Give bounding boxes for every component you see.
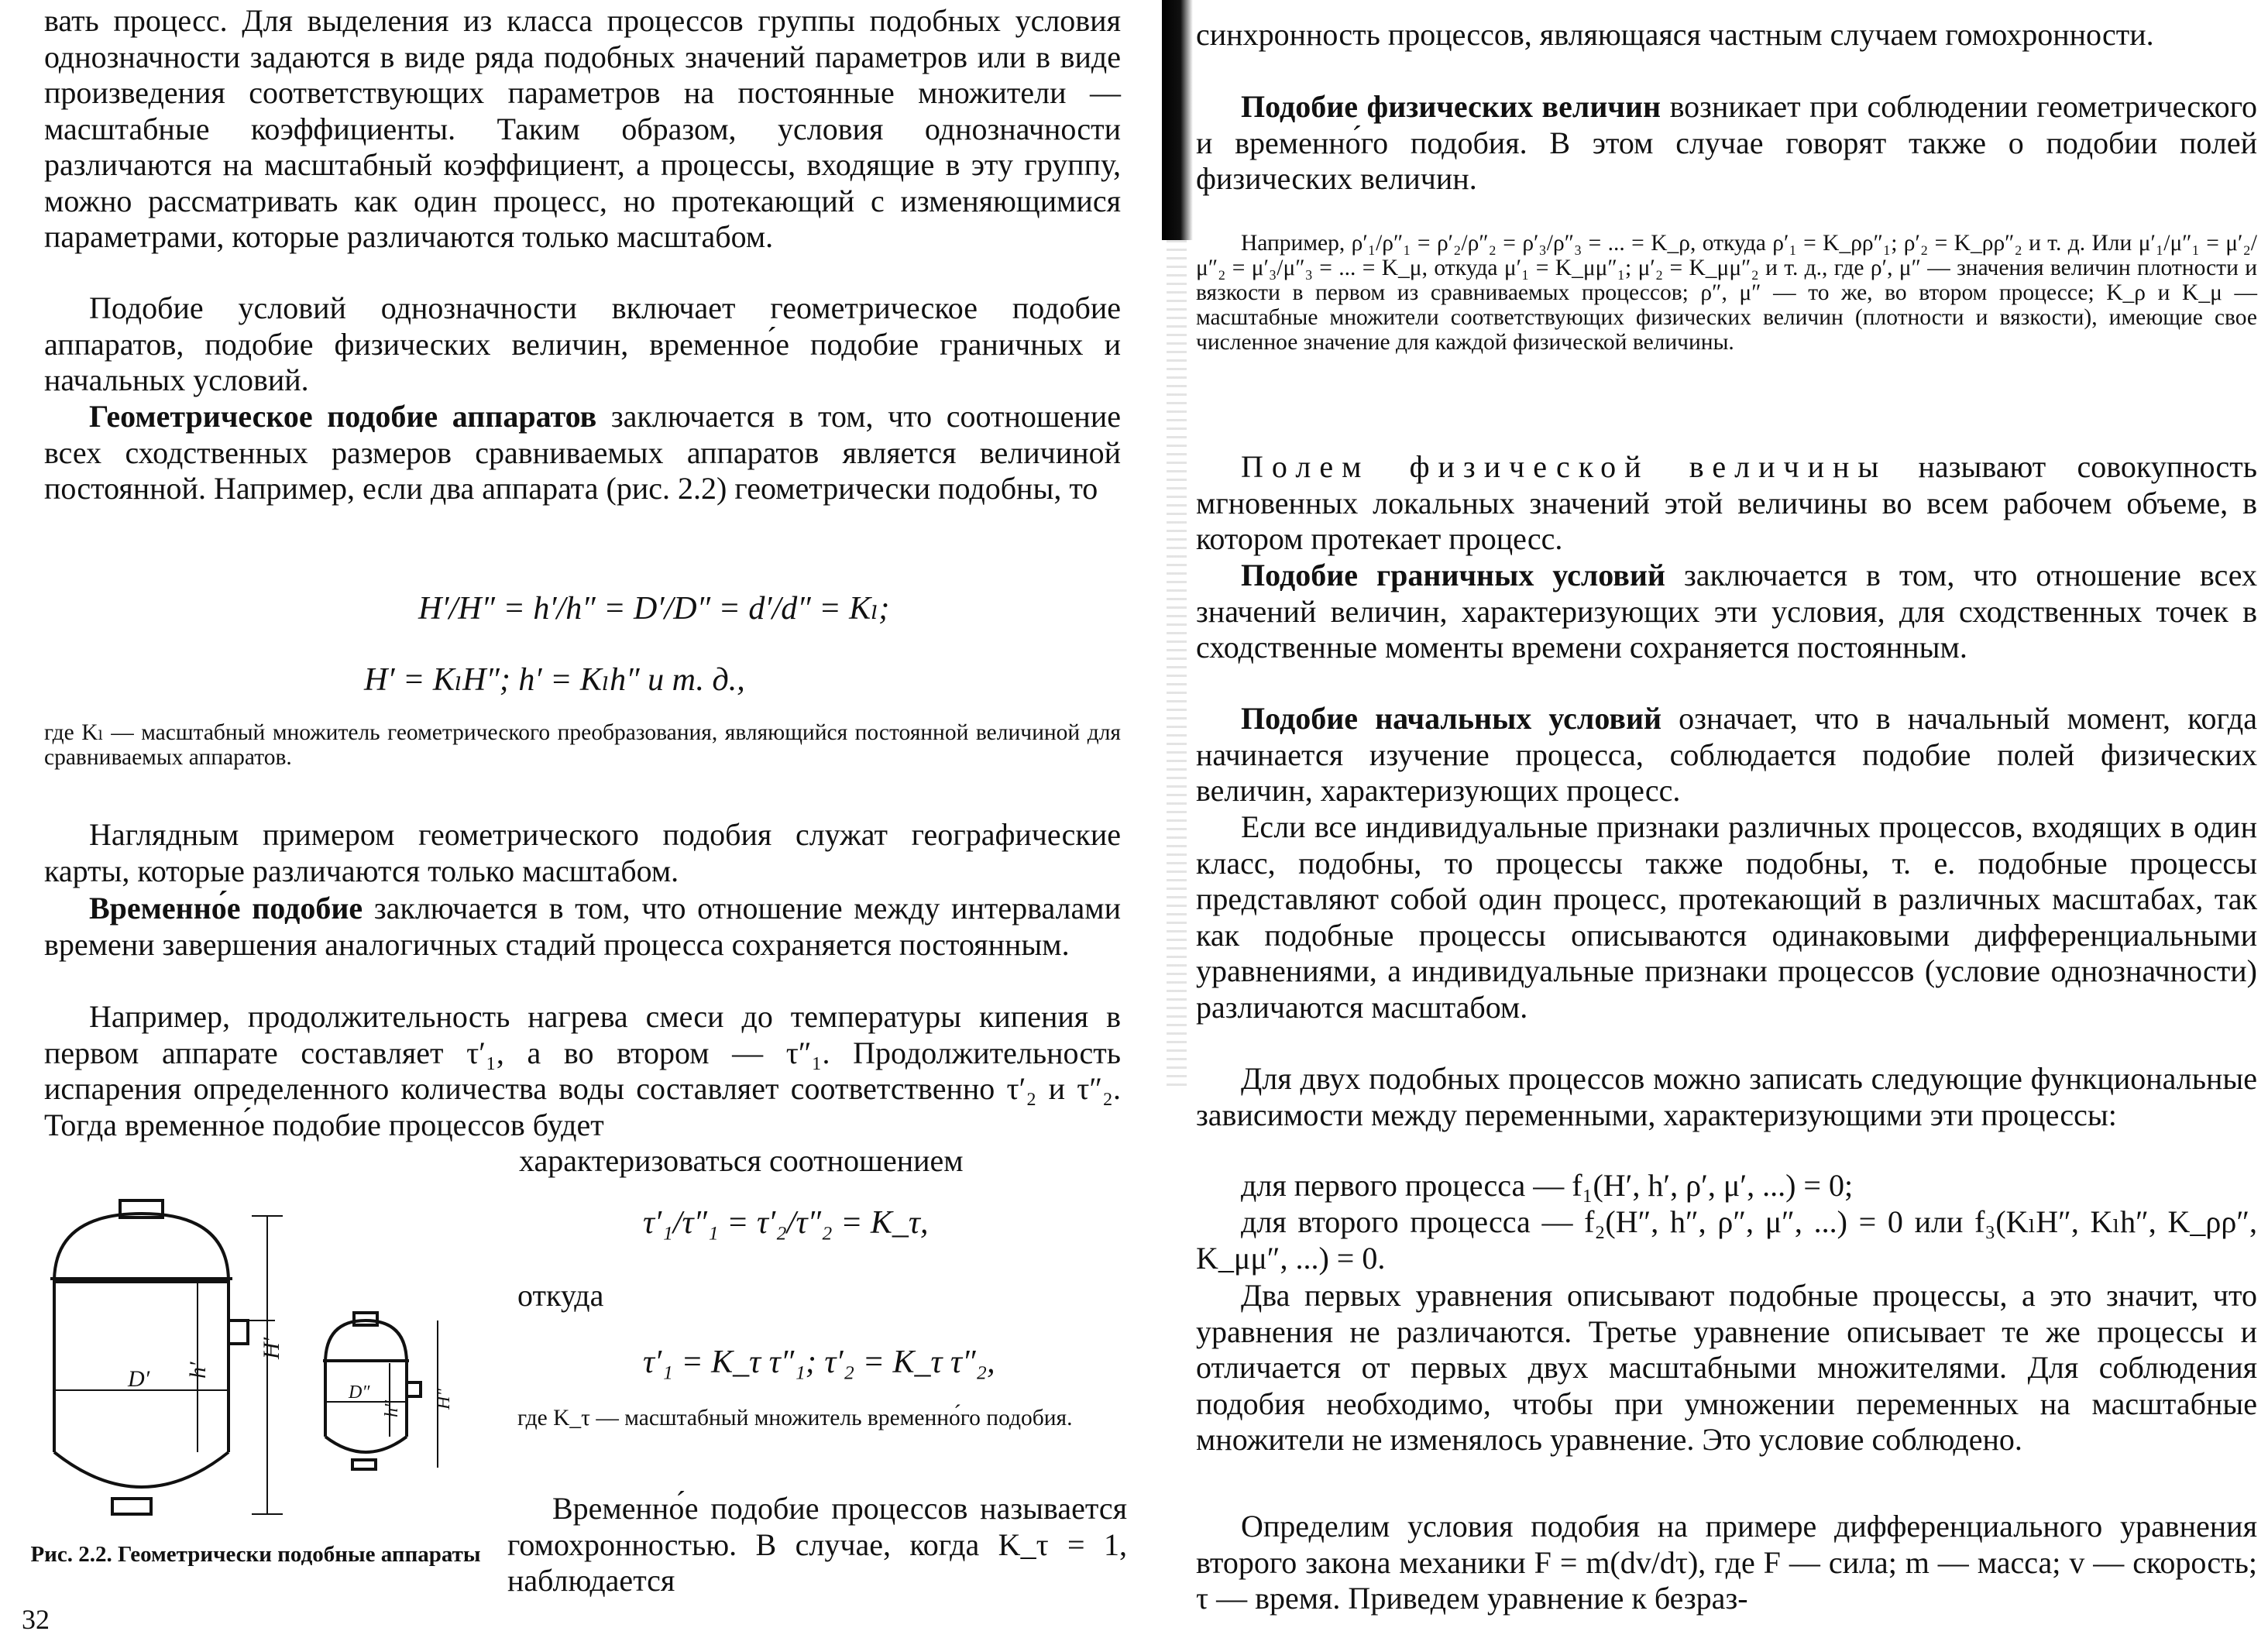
left-paragraph-5 — [44, 891, 1121, 963]
label-h-prime: h′ — [185, 1362, 211, 1379]
right-equation-2: для второго процесса — f₂(H″, h″, ρ″, μ″, ...) = 0 или f₃(KₗH″, Kₗh″, K_ρρ″, K_μμ″, ...) = 0. — [1196, 1204, 2257, 1276]
right-equation-1: для первого процесса — f₁(H′, h′, ρ′, μ′, ...) = 0; — [1241, 1168, 1854, 1203]
figure-caption: Рис. 2.2. Геометрически подобные аппараты — [30, 1542, 481, 1567]
left-note-time-scale: где K_τ — масштабный множитель временно́го подобия. — [517, 1406, 1073, 1430]
left-paragraph-2: Подобие условий однозначности включает геометрическое подобие аппаратов, подобие физических величин, временно́е подобие граничных и начальных условий. — [44, 290, 1121, 397]
right-paragraph-6: Если все индивидуальные признаки различных процессов, входящих в один класс, подобны, то процессы также подобны, т. е. подобные процессы представляют собой один процесс, протекающий в различных масштабах, так как подобные процессы описываются одинаковыми дифференциальными уравнениями, а индивидуальные признаки процессов (условие однозначности) различаются масштабом. — [1196, 809, 2257, 1025]
left-paragraph-6: Например, продолжительность нагрева смеси до температуры кипения в первом аппарате составляет τ′₁, а во втором — τ″₁. Продолжительность испарения определенного количества воды составляет соответственно τ′₂ и τ″₂. Тогда временно́е подобие процессов будет — [44, 999, 1121, 1142]
left-paragraph-5-text: заключается в том, что отношение между интервалами времени завершения аналогичных стадий процесса сохраняется постоянным. — [44, 891, 1121, 962]
right-paragraph-3 — [1196, 449, 2257, 558]
formula-geometric-ratio: H′/H″ = h′/h″ = D′/D″ = d′/d″ = Kₗ; — [418, 591, 890, 627]
left-paragraph-6-cont: характеризоваться соотношением — [519, 1143, 964, 1178]
right-page — [1134, 0, 2268, 1645]
right-paragraph-2 — [1196, 89, 2257, 197]
right-paragraph-5 — [1196, 701, 2257, 809]
label-D-prime: D′ — [128, 1366, 150, 1392]
label-h-double: h″ — [382, 1400, 402, 1417]
right-paragraph-3-text: называют совокупность мгновенных локальных значений этой величины во всем рабочем объеме, в котором протекает процесс. — [1196, 449, 2257, 556]
figure-similar-apparatus — [19, 1197, 500, 1530]
right-paragraph-2-text: возникает при соблюдении геометрического и временно́го подобия. В этом случае говорят также о подобии полей физических величин. — [1196, 89, 2257, 196]
page-number: 32 — [22, 1604, 50, 1635]
formula-time-ratio: τ′₁/τ″₁ = τ′₂/τ″₂ = K_τ, — [643, 1205, 929, 1241]
term-time-similarity: Временно́е подобие — [89, 891, 363, 926]
right-paragraph-7: Для двух подобных процессов можно записать следующие функциональные зависимости между переменными, характеризующими эти процессы: — [1196, 1061, 2257, 1132]
right-paragraph-9: Определим условия подобия на примере дифференциального уравнения второго закона механики F = m(dv/dτ), где F — сила; m — масса; v — скорость; τ — время. Приведем уравнение к безраз- — [1196, 1509, 2257, 1616]
right-note-density-viscosity: Например, ρ′₁/ρ″₁ = ρ′₂/ρ″₂ = ρ′₃/ρ″₃ = ... = K_ρ, откуда ρ′₁ = K_ρρ″₁; ρ′₂ = K_ρρ″₂ и т. д. Или μ′₁/μ″₁ = μ′₂/μ″₂ = μ′₃/μ″₃ = ... = K_μ, откуда μ′₁ = K_μμ″₁; μ′₂ = K_μμ″₂ и т. д., где ρ′, μ″ — значения величин плотности и вязкости в первом из сравниваемых процессов; ρ″, μ″ — то же, во втором процессе; K_ρ и K_μ — масштабные множители соответствующих физических величин (плотности и вязкости), имеющие свое численное значение для каждой физической величины. — [1196, 231, 2257, 355]
term-boundary-conditions: Подобие граничных условий — [1241, 558, 1665, 592]
term-physical-similarity: Подобие физических величин — [1241, 89, 1661, 124]
label-D-double: D″ — [349, 1382, 370, 1403]
right-paragraph-5-text: означает, что в начальный момент, когда начинается изучение процесса, соблюдается подобие полей физических величин, характеризующих процесс. — [1196, 701, 2257, 808]
label-H-prime: H′ — [259, 1337, 284, 1359]
formula-geometric-scale: H′ = KₗH″; h′ = Kₗh″ и т. д., — [364, 662, 745, 698]
formula-time-scale: τ′₁ = K_τ τ″₁; τ′₂ = K_τ τ″₂, — [643, 1345, 995, 1380]
left-note-geometric-scale: где Kₗ — масштабный множитель геометрического преобразования, являющийся постоянной величиной для сравниваемых аппаратов. — [44, 720, 1121, 770]
left-paragraph-3 — [44, 399, 1121, 507]
label-H-double: H″ — [434, 1388, 454, 1410]
right-paragraph-4 — [1196, 558, 2257, 666]
right-paragraph-1: синхронность процессов, являющаяся частным случаем гомохронности. — [1196, 17, 2154, 52]
left-paragraph-4: Наглядным примером геометрического подобия служат географические карты, которые различаются только масштабом. — [44, 817, 1121, 888]
term-geometric-similarity: Геометрическое подобие аппаратов — [89, 399, 597, 434]
term-physical-field: Полем физической величины — [1241, 449, 1888, 484]
word-otkuda: откуда — [517, 1278, 604, 1313]
right-paragraph-4-text: заключается в том, что отношение всех значений величин, характеризующих эти условия, для сходственных точек в сходственные моменты времени сохраняется постоянным. — [1196, 558, 2257, 665]
left-paragraph-1: вать процесс. Для выделения из класса процессов группы подобных условия однозначности задаются в виде ряда подобных значений параметров или в виде произведения соответствующих параметров на постоянные множители — масштабные коэффициенты. Таким образом, условия однозначности различаются на масштабный коэффициент, а процессы, входящие в эту группу, можно рассматривать как один процесс, но протекающий с изменяющимися параметрами, которые различаются только масштабом. — [44, 3, 1121, 254]
left-paragraph-7: Временно́е подобие процессов называется гомохронностью. В случае, когда K_τ = 1, наблюдается — [507, 1491, 1127, 1598]
right-paragraph-8: Два первых уравнения описывают подобные процессы, а это значит, что уравнения не различаются. Третье уравнение описывает те же процессы и отличается от первых двух масштабными множителями. Для соблюдения подобия необходимо, чтобы при умножении переменных на масштабные множители не изменялось уравнение. Это условие соблюдено. — [1196, 1278, 2257, 1457]
left-paragraph-3-text: заключается в том, что соотношение всех сходственных размеров сравниваемых аппаратов является величиной постоянной. Например, если два аппарата (рис. 2.2) геометрически подобны, то — [44, 399, 1121, 506]
term-initial-conditions: Подобие начальных условий — [1241, 701, 1662, 736]
